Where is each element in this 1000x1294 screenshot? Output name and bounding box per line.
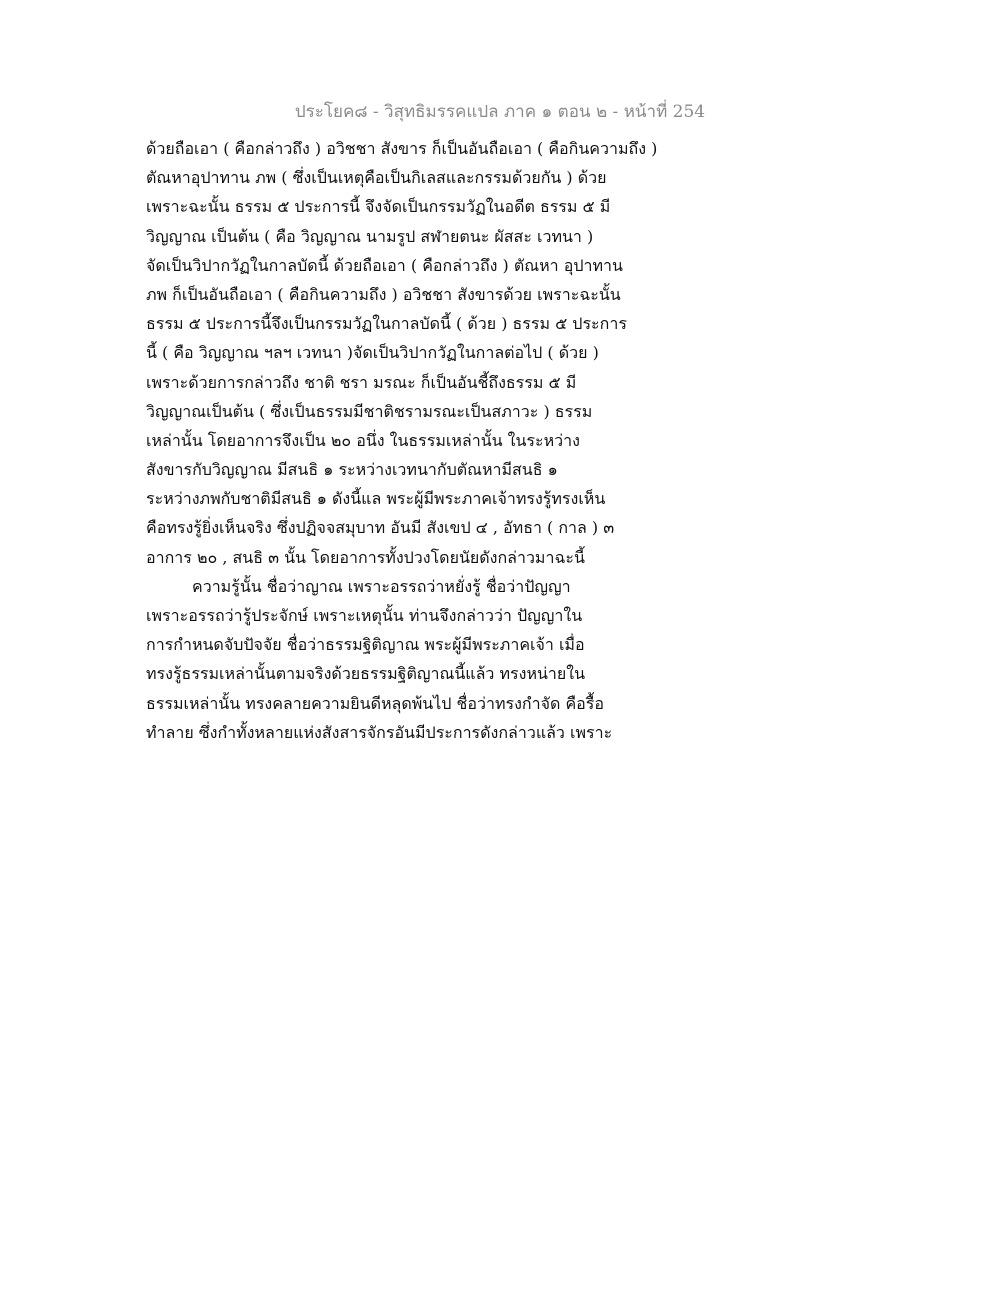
text-line: เพราะด้วยการกล่าวถึง ชาติ ชรา มรณะ ก็เป็นอันชี้ถึงธรรม ๕ มี xyxy=(146,372,577,392)
text-line: นี้ ( คือ วิญญาณ ฯลฯ เวทนา )จัดเป็นวิปากวัฏในกาลต่อไป ( ด้วย ) xyxy=(146,343,599,363)
text-line: ธรรม ๕ ประการนี้จึงเป็นกรรมวัฏในกาลบัดนี้ ( ด้วย ) ธรรม ๕ ประการ xyxy=(146,314,627,334)
text-line: เพราะฉะนั้น ธรรม ๕ ประการนี้ จึงจัดเป็นกรรมวัฏในอดีต ธรรม ๕ มี xyxy=(146,197,611,217)
text-line: การกำหนดจับปัจจัย ชื่อว่าธรรมฐิติญาณ พระผู้มีพระภาคเจ้า เมื่อ xyxy=(146,635,585,655)
text-line: เหล่านั้น โดยอาการจึงเป็น ๒๐ อนึ่ง ในธรรมเหล่านั้น ในระหว่าง xyxy=(146,430,580,450)
text-line: จัดเป็นวิปากวัฏในกาลบัดนี้ ด้วยถือเอา ( คือกล่าวถึง ) ตัณหา อุปาทาน xyxy=(146,255,623,275)
text-line: สังขารกับวิญญาณ มีสนธิ ๑ ระหว่างเวทนากับตัณหามีสนธิ ๑ xyxy=(146,460,558,480)
text-line: คือทรงรู้ยิ่งเห็นจริง ซึ่งปฏิจจสมุบาท อันมี สังเขป ๔ , อัทธา ( กาล ) ๓ xyxy=(146,518,615,538)
body-text xyxy=(146,134,706,747)
text-line: วิญญาณ เป็นต้น ( คือ วิญญาณ นามรูป สฬายตนะ ผัสสะ เวทนา ) xyxy=(146,226,594,246)
text-line: ทำลาย ซึ่งกำทั้งหลายแห่งสังสารจักรอันมีประการดังกล่าวแล้ว เพราะ xyxy=(146,722,613,742)
text-line: วิญญาณเป็นต้น ( ซึ่งเป็นธรรมมีชาติชรามรณะเป็นสภาวะ ) ธรรม xyxy=(146,401,593,421)
running-header xyxy=(0,98,1000,125)
text-line: เพราะอรรถว่ารู้ประจักษ์ เพราะเหตุนั้น ท่านจึงกล่าวว่า ปัญญาใน xyxy=(146,606,583,625)
paragraph-first-line: ความรู้นั้น ชื่อว่าญาณ เพราะอรรถว่าหยั่งรู้ ชื่อว่าปัญญา xyxy=(192,576,571,596)
text-line: อาการ ๒๐ , สนธิ ๓ นั้น โดยอาการทั้งปวงโดยนัยดังกล่าวมาฉะนี้ xyxy=(146,547,585,567)
text-line: ตัณหาอุปาทาน ภพ ( ซึ่งเป็นเหตุคือเป็นกิเลสและกรรมด้วยกัน ) ด้วย xyxy=(146,168,607,188)
text-line: ด้วยถือเอา ( คือกล่าวถึง ) อวิชชา สังขาร ก็เป็นอันถือเอา ( คือกินความถึง ) xyxy=(146,139,658,158)
text-line: ระหว่างภพกับชาติมีสนธิ ๑ ดังนี้แล พระผู้มีพระภาคเจ้าทรงรู้ทรงเห็น xyxy=(146,489,606,509)
text-line: ทรงรู้ธรรมเหล่านั้นตามจริงด้วยธรรมฐิติญาณนี้แล้ว ทรงหน่ายใน xyxy=(146,664,586,684)
text-line: ธรรมเหล่านั้น ทรงคลายความยินดีหลุดพ้นไป ชื่อว่าทรงกำจัด คือรื้อ xyxy=(146,693,604,713)
running-header-text: ประโยค๘ - วิสุทธิมรรคแปล ภาค ๑ ตอน ๒ - หน้าที่ 254 xyxy=(294,102,706,122)
text-line: ภพ ก็เป็นอันถือเอา ( คือกินความถึง ) อวิชชา สังขารด้วย เพราะฉะนั้น xyxy=(146,284,621,304)
